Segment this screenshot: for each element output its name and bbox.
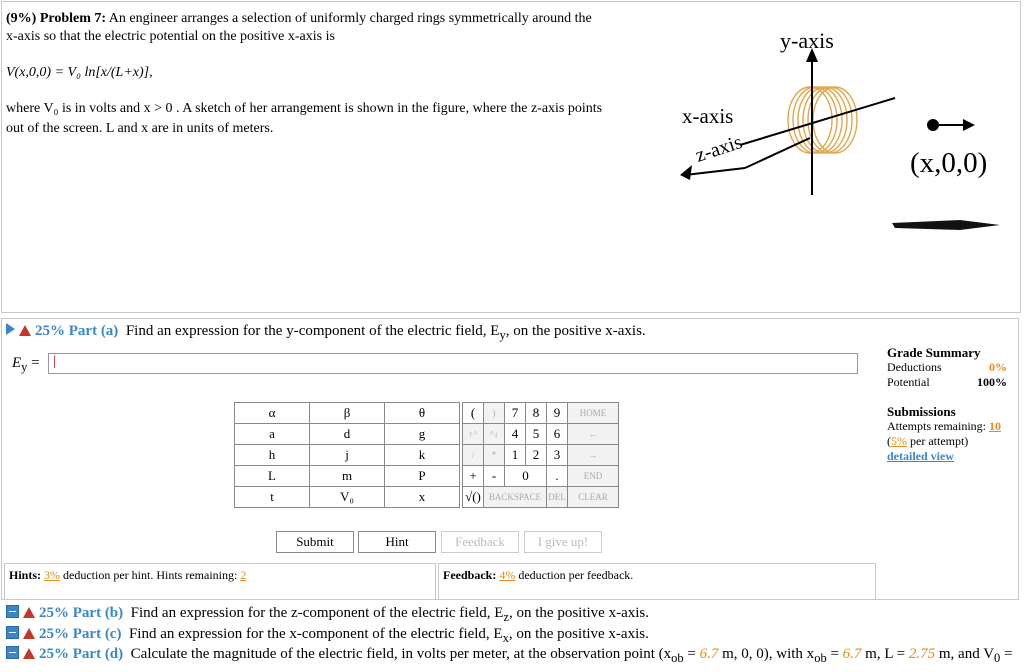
- key-1[interactable]: 1: [505, 445, 526, 466]
- key-multiply[interactable]: *: [484, 445, 505, 466]
- grade-summary: [887, 345, 1007, 464]
- feedback-pct: 4%: [499, 568, 516, 582]
- detailed-view-link[interactable]: detailed view: [887, 449, 954, 463]
- submit-button[interactable]: Submit: [276, 531, 354, 553]
- key-var[interactable]: g: [385, 424, 460, 445]
- per-attempt-text: per attempt): [907, 434, 969, 448]
- collapse-icon[interactable]: [6, 626, 19, 639]
- grade-title: Grade Summary: [887, 345, 981, 360]
- warning-icon: [23, 628, 35, 639]
- key-var[interactable]: k: [385, 445, 460, 466]
- answer-input[interactable]: [48, 353, 858, 374]
- problem-text-1: An engineer arranges a selection of uniformly charged rings symmetrically around the: [108, 11, 592, 26]
- feedback-text: deduction per feedback.: [515, 568, 634, 582]
- problem-line-4: out of the screen. L and x are in units of meters.: [6, 121, 274, 136]
- part-a-text: Find an expression for the y-component of the electric field, E: [125, 323, 500, 339]
- problem-line-2: x-axis so that the electric potential on the positive x-axis is: [6, 29, 335, 44]
- part-d-percent: 25% Part (d): [39, 646, 124, 662]
- key-open-paren[interactable]: (: [463, 403, 484, 424]
- key-2[interactable]: 2: [526, 445, 547, 466]
- problem-header: (9%) Problem 7:: [6, 11, 107, 26]
- feedback-panel: [438, 563, 876, 600]
- part-d-eq2: =: [826, 646, 843, 662]
- part-b-percent: 25% Part (b): [39, 605, 124, 621]
- hints-label: Hints:: [9, 568, 42, 582]
- part-d-eq: =: [683, 646, 700, 662]
- collapse-icon[interactable]: [6, 605, 19, 618]
- hints-pct: 3%: [44, 568, 61, 582]
- key-down-caret[interactable]: ^↓: [484, 424, 505, 445]
- redaction-scribble: [892, 220, 1000, 230]
- y-axis-label: y-axis: [780, 28, 834, 53]
- hints-panel: [4, 563, 436, 600]
- hint-button[interactable]: Hint: [358, 531, 436, 553]
- key-8[interactable]: 8: [526, 403, 547, 424]
- part-c-header[interactable]: [6, 625, 649, 647]
- deductions-label: Deductions: [887, 360, 942, 374]
- warning-icon: [19, 325, 31, 336]
- give-up-button[interactable]: I give up!: [524, 531, 602, 553]
- part-d-text4: m, and V: [935, 646, 995, 662]
- key-9[interactable]: 9: [547, 403, 568, 424]
- attempts-line: [887, 419, 1007, 434]
- deductions-value: 0%: [989, 360, 1007, 374]
- key-var[interactable]: P: [385, 466, 460, 487]
- part-a-text-end: , on the positive x-axis.: [505, 323, 646, 339]
- collapse-icon[interactable]: [6, 646, 19, 659]
- part-b-header[interactable]: [6, 604, 649, 626]
- figure-rings: [670, 20, 1020, 280]
- warning-icon: [23, 607, 35, 618]
- key-var[interactable]: t: [235, 487, 310, 508]
- key-5[interactable]: 5: [526, 424, 547, 445]
- answer-label-e: E: [12, 355, 22, 371]
- part-d-text3: m, L =: [861, 646, 909, 662]
- key-6[interactable]: 6: [547, 424, 568, 445]
- part-d-v2: 6.7: [842, 646, 862, 662]
- problem-line-1: [6, 10, 666, 28]
- answer-label-sub: y: [21, 360, 28, 374]
- key-var[interactable]: x: [385, 487, 460, 508]
- part-a-percent: 25% Part (a): [35, 323, 119, 339]
- key-sqrt[interactable]: √(): [463, 487, 484, 508]
- key-var[interactable]: a: [235, 424, 310, 445]
- key-3[interactable]: 3: [547, 445, 568, 466]
- part-d-ob: ob: [671, 651, 684, 665]
- part-d-v0sub: 0: [994, 651, 1001, 665]
- key-var[interactable]: j: [310, 445, 385, 466]
- z-axis-label: z-axis: [692, 131, 745, 167]
- key-var[interactable]: θ: [385, 403, 460, 424]
- part-d-text5: =: [1000, 646, 1013, 662]
- attempts-value: 10: [988, 419, 1001, 433]
- key-var[interactable]: α: [235, 403, 310, 424]
- answer-label: [12, 355, 40, 375]
- potential-value: 100%: [977, 375, 1007, 389]
- answer-input-value: |: [53, 354, 56, 369]
- key-del[interactable]: DEL: [547, 487, 568, 508]
- x-axis-label: x-axis: [682, 104, 734, 128]
- point-label: (x,0,0): [910, 147, 988, 179]
- key-plus[interactable]: +: [463, 466, 484, 487]
- problem-formula: V(x,0,0) = V₀ ln[x/(L+x)],: [6, 65, 153, 80]
- key-4[interactable]: 4: [505, 424, 526, 445]
- key-var[interactable]: β: [310, 403, 385, 424]
- warning-icon: [23, 648, 35, 659]
- hints-text: deduction per hint. Hints remaining:: [60, 568, 241, 582]
- key-var[interactable]: m: [310, 466, 385, 487]
- expand-arrow-icon[interactable]: [6, 323, 15, 335]
- hints-remaining: 2: [240, 568, 247, 582]
- key-home[interactable]: HOME: [568, 403, 619, 424]
- part-d-text1: Calculate the magnitude of the electric field, in volts per meter, at the observation point (x: [130, 646, 672, 662]
- part-d-ob2: ob: [814, 651, 827, 665]
- key-clear[interactable]: CLEAR: [568, 487, 619, 508]
- key-0[interactable]: 0: [505, 466, 547, 487]
- key-minus[interactable]: -: [484, 466, 505, 487]
- numeric-keypad: [462, 402, 619, 508]
- part-c-sub: x: [502, 631, 509, 645]
- part-d-header[interactable]: [6, 645, 1022, 667]
- variable-keypad: [234, 402, 460, 508]
- part-a-sub: y: [499, 328, 506, 342]
- key-right-arrow[interactable]: →: [568, 445, 619, 466]
- problem-line-3: where V₀ is in volts and x > 0 . A sketch of her arrangement is shown in the figure, where the z-axis points: [6, 101, 603, 116]
- key-var[interactable]: L: [235, 466, 310, 487]
- potential-label: Potential: [887, 375, 930, 389]
- submissions-title: Submissions: [887, 404, 956, 419]
- per-attempt-pct: 5%: [891, 434, 907, 448]
- per-attempt-line: (5% per attempt): [887, 434, 969, 448]
- key-divide[interactable]: /: [463, 445, 484, 466]
- part-c-percent: 25% Part (c): [39, 626, 122, 642]
- part-d-v3: 2.75: [908, 646, 936, 662]
- part-c-end: , on the positive x-axis.: [508, 626, 649, 642]
- key-var[interactable]: d: [310, 424, 385, 445]
- feedback-label: Feedback:: [443, 568, 497, 582]
- key-up-caret[interactable]: ↑^: [463, 424, 484, 445]
- part-c-text: Find an expression for the x-component of the electric field, E: [128, 626, 503, 642]
- key-close-paren[interactable]: ): [484, 403, 505, 424]
- key-var[interactable]: V₀: [310, 487, 385, 508]
- feedback-button[interactable]: Feedback: [441, 531, 519, 553]
- key-backspace[interactable]: BACKSPACE: [484, 487, 547, 508]
- key-var[interactable]: h: [235, 445, 310, 466]
- part-d-v1: 6.7: [699, 646, 719, 662]
- key-end[interactable]: END: [568, 466, 619, 487]
- part-b-text: Find an expression for the z-component of the electric field, E: [130, 605, 504, 621]
- part-d-text2: m, 0, 0), with x: [718, 646, 815, 662]
- key-7[interactable]: 7: [505, 403, 526, 424]
- attempts-label: Attempts remaining:: [887, 419, 986, 433]
- part-a-header[interactable]: [6, 322, 646, 344]
- key-left-arrow[interactable]: ←: [568, 424, 619, 445]
- part-b-sub: z: [503, 610, 510, 624]
- key-decimal[interactable]: .: [547, 466, 568, 487]
- answer-label-eq: =: [27, 355, 40, 371]
- part-b-end: , on the positive x-axis.: [509, 605, 649, 621]
